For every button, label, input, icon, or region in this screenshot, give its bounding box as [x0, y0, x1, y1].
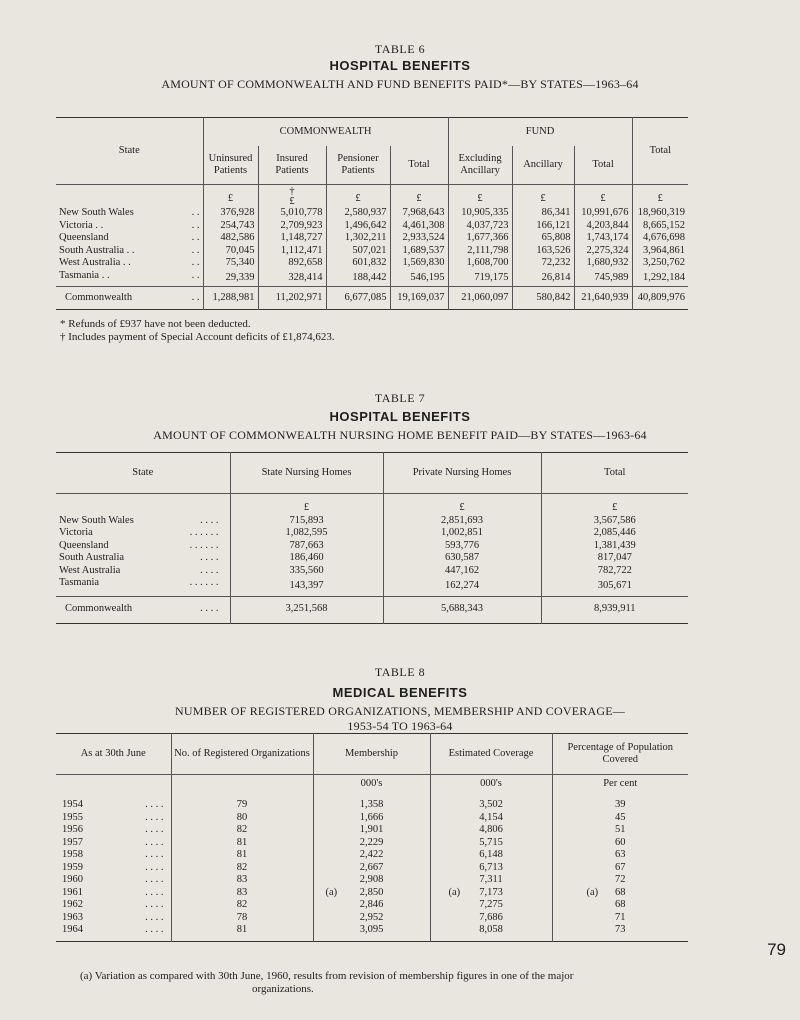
cell: 163,526 [512, 245, 574, 258]
table8-col-membership: Membership [313, 734, 430, 775]
cell: 70,045 [203, 245, 258, 258]
cell: 3,095 [359, 924, 384, 935]
year-label: 1958 [62, 849, 83, 860]
table7-col-state: State [56, 453, 230, 494]
cell: 7,968,643 [390, 207, 448, 220]
cell: 601,832 [326, 257, 390, 270]
unit-symbol: £ [355, 192, 361, 204]
cell: 2,851,693 [383, 515, 541, 528]
cell: 2,111,798 [448, 245, 512, 258]
table7 [56, 452, 688, 624]
cell: 7,173 [479, 886, 503, 898]
table6-sub-excluding-ancillary: Excluding Ancillary [448, 146, 512, 185]
cell: 186,460 [230, 552, 383, 565]
year-label: 1960 [62, 874, 83, 885]
unit-label [171, 775, 313, 794]
cell: 892,658 [258, 257, 326, 270]
cell: 1,608,700 [448, 257, 512, 270]
table6-footnote: † Includes payment of Special Account deficits of £1,874,623. [60, 331, 335, 343]
cell: 335,560 [230, 565, 383, 578]
leader-dots: . . . . [145, 886, 164, 898]
state-name: Tasmania . . [59, 269, 110, 281]
cell: 546,195 [390, 270, 448, 287]
unit-symbol: £ [657, 192, 663, 204]
footnote-marker: (a) [586, 886, 599, 898]
cell: 82 [171, 824, 313, 837]
table7-col-private-nursing: Private Nursing Homes [383, 453, 541, 494]
cell: 1,302,211 [326, 232, 390, 245]
cell: 29,339 [203, 270, 258, 287]
cell: 3,964,861 [643, 244, 686, 256]
table-row [56, 515, 688, 528]
state-name: Tasmania [59, 577, 100, 588]
table8 [56, 733, 688, 942]
leader-dots: . . . . [145, 924, 164, 935]
table-row [56, 565, 688, 578]
cell: 72 [615, 874, 626, 885]
cell: 1,901 [359, 824, 384, 835]
table-row [56, 552, 688, 565]
leader-dots: . . [191, 257, 200, 268]
cell: 2,085,446 [593, 527, 636, 538]
cell: 51 [615, 824, 626, 835]
leader-dots: . . [191, 269, 200, 281]
cell: 8,665,152 [643, 219, 686, 231]
cell: 63 [615, 849, 626, 860]
cell: 5,010,778 [258, 207, 326, 220]
cell: 68 [615, 886, 626, 898]
year-label: 1962 [62, 899, 83, 910]
cell: 8,939,911 [593, 603, 636, 615]
cell: 7,686 [479, 911, 503, 923]
cell: 376,928 [203, 207, 258, 220]
unit-symbol: £ [540, 192, 546, 204]
leader-dots: . . [191, 219, 200, 231]
table-row [56, 824, 688, 837]
leader-dots: . . . . [145, 899, 164, 910]
cell: 1,666 [359, 811, 384, 823]
leader-dots: . . [191, 207, 200, 218]
cell: 6,677,085 [326, 287, 390, 310]
unit-symbol: £ [477, 192, 483, 204]
table8-subtitle: 1953-54 TO 1963-64 [347, 719, 453, 733]
table8-heading: MEDICAL BENEFITS [332, 685, 468, 700]
cell: 83 [171, 887, 313, 900]
year-label: 1959 [62, 861, 83, 873]
cell: 6,713 [479, 861, 503, 873]
cell: 328,414 [258, 270, 326, 287]
cell: 67 [615, 861, 626, 873]
table6-col-state: State [56, 118, 203, 185]
cell: 1,743,174 [574, 232, 632, 245]
table6-sub-uninsured: Uninsured Patients [203, 146, 258, 185]
table6-sub-insured: Insured Patients [258, 146, 326, 185]
leader-dots: . . . . [200, 514, 219, 526]
unit-symbol: £ [600, 192, 606, 204]
leader-dots: . . . . [200, 603, 219, 615]
cell: 82 [171, 899, 313, 912]
cell: 719,175 [448, 270, 512, 287]
cell: 3,251,568 [230, 596, 383, 623]
table8-col-organizations: No. of Registered Organizations [171, 734, 313, 775]
table-row [56, 874, 688, 887]
table-row [56, 849, 688, 862]
table7-col-state-nursing: State Nursing Homes [230, 453, 383, 494]
cell: 188,442 [326, 270, 390, 287]
cell: 782,722 [597, 564, 632, 576]
table-row [56, 257, 688, 270]
footnote-marker: (a) [448, 886, 461, 898]
cell: 2,933,524 [390, 232, 448, 245]
cell: 2,850 [359, 886, 384, 898]
cell: 254,743 [203, 220, 258, 233]
cell: 10,991,676 [574, 207, 632, 220]
cell: 1,496,642 [326, 220, 390, 233]
leader-dots: . . . . . . [189, 577, 219, 588]
unit-symbol: £ [230, 494, 383, 515]
cell: 1,358 [359, 799, 384, 810]
year-label: 1955 [62, 811, 83, 823]
cell: 2,908 [359, 874, 384, 885]
leader-dots: . . [191, 291, 200, 303]
cell: 1,148,727 [258, 232, 326, 245]
cell: 4,806 [479, 824, 503, 835]
cell: 71 [615, 911, 626, 923]
cell: 11,202,971 [258, 287, 326, 310]
year-label: 1954 [62, 799, 83, 810]
cell: 4,203,844 [574, 220, 632, 233]
year-label: 1964 [62, 924, 83, 935]
unit-symbol: £ [612, 502, 618, 513]
unit-symbol: £ [383, 494, 541, 515]
leader-dots: . . . . . . [189, 527, 219, 538]
cell: 1,292,184 [643, 271, 686, 283]
table-row [56, 887, 688, 900]
cell: 2,422 [359, 849, 384, 860]
state-name: Commonwealth [65, 603, 133, 615]
cell: 305,671 [597, 580, 632, 591]
leader-dots: . . . . [145, 836, 164, 848]
cell: 40,809,976 [637, 291, 686, 303]
table-row [56, 924, 688, 937]
cell: 2,580,937 [326, 207, 390, 220]
cell: 162,274 [383, 577, 541, 596]
cell: 3,502 [479, 799, 503, 810]
cell: 7,311 [479, 874, 503, 885]
leader-dots: . . . . [145, 874, 164, 885]
table-row [56, 862, 688, 875]
cell: 81 [171, 837, 313, 850]
unit-symbol: £ [227, 192, 234, 204]
unit-symbol: £ [289, 196, 295, 207]
table6-sub-cw-total: Total [390, 146, 448, 185]
cell: 2,275,324 [574, 245, 632, 258]
year-label: 1963 [62, 911, 83, 923]
table7-subtitle: AMOUNT OF COMMONWEALTH NURSING HOME BENEFIT PAID—BY STATES—1963-64 [153, 428, 647, 442]
table-total-row [56, 596, 688, 623]
table8-col-date: As at 30th June [56, 734, 171, 775]
table7-heading: HOSPITAL BENEFITS [329, 409, 471, 424]
table-row [56, 220, 688, 233]
cell: 630,587 [383, 552, 541, 565]
cell: 19,169,037 [390, 287, 448, 310]
table6-label: TABLE 6 [374, 42, 426, 56]
cell: 73 [615, 924, 626, 935]
cell: 143,397 [230, 577, 383, 596]
table7-col-total: Total [604, 466, 626, 478]
table6-col-total: Total [632, 118, 688, 185]
dagger-mark: † [289, 186, 295, 197]
cell: 81 [171, 924, 313, 937]
table6-sub-fund-total: Total [574, 146, 632, 185]
cell: 18,960,319 [637, 207, 686, 218]
cell: 80 [171, 812, 313, 825]
cell: 5,715 [479, 836, 503, 848]
table-row [56, 899, 688, 912]
table6 [56, 117, 688, 310]
cell: 166,121 [512, 220, 574, 233]
table-row [56, 232, 688, 245]
cell: 21,640,939 [574, 287, 632, 310]
leader-dots: . . . . [145, 799, 164, 810]
table8-footnote: (a) Variation as compared with 30th June, 1960, results from revision of membership figures in one of the major [80, 970, 574, 982]
cell: 1,002,851 [383, 527, 541, 540]
cell: 4,154 [479, 811, 503, 823]
page-number: 79 [767, 940, 786, 959]
table-row [56, 207, 688, 220]
leader-dots: . . . . [200, 552, 219, 563]
cell: 8,058 [479, 924, 503, 935]
cell: 1,677,366 [448, 232, 512, 245]
cell: 26,814 [512, 270, 574, 287]
table6-sub-ancillary: Ancillary [512, 146, 574, 185]
table-row [56, 799, 688, 812]
cell: 1,689,537 [390, 245, 448, 258]
table8-col-percentage: Percentage of Population Covered [567, 741, 674, 765]
cell: 72,232 [512, 257, 574, 270]
cell: 593,776 [383, 540, 541, 553]
cell: 5,688,343 [383, 596, 541, 623]
cell: 2,229 [359, 836, 384, 848]
table6-subtitle: AMOUNT OF COMMONWEALTH AND FUND BENEFITS PAID*—BY STATES—1963–64 [161, 77, 639, 91]
year-label: 1961 [62, 886, 83, 898]
table8-subtitle: NUMBER OF REGISTERED ORGANIZATIONS, MEMBERSHIP AND COVERAGE— [175, 704, 625, 718]
cell: 75,340 [203, 257, 258, 270]
state-name: South Australia . . [59, 244, 135, 256]
cell: 68 [615, 899, 626, 910]
cell: 65,808 [512, 232, 574, 245]
unit-label: Per cent [603, 777, 638, 789]
table6-sub-pensioner: Pensioner Patients [326, 146, 390, 185]
cell: 21,060,097 [448, 287, 512, 310]
table-row [56, 577, 688, 596]
cell: 6,148 [479, 849, 503, 860]
cell: 715,893 [230, 515, 383, 528]
table-row [56, 837, 688, 850]
table6-heading: HOSPITAL BENEFITS [329, 58, 471, 73]
cell: 1,288,981 [203, 287, 258, 310]
cell: 1,569,830 [390, 257, 448, 270]
cell: 81 [171, 849, 313, 862]
cell: 745,989 [574, 270, 632, 287]
cell: 817,047 [597, 552, 632, 563]
cell: 7,275 [479, 899, 503, 910]
table-total-row [56, 287, 688, 310]
leader-dots: . . . . [145, 849, 164, 860]
cell: 82 [171, 862, 313, 875]
year-label: 1956 [62, 824, 83, 835]
table-row [56, 245, 688, 258]
state-name: West Australia [59, 564, 121, 576]
leader-dots: . . . . [145, 811, 164, 823]
table8-col-coverage: Estimated Coverage [430, 734, 552, 775]
cell: 3,250,762 [643, 257, 686, 268]
table-row [56, 540, 688, 553]
cell: 45 [615, 811, 626, 823]
unit-label: 000's [430, 775, 552, 794]
footnote-marker: (a) [325, 886, 338, 898]
state-name: Victoria [59, 527, 93, 538]
table-row [56, 527, 688, 540]
table6-group-fund: FUND [448, 118, 632, 147]
cell: 1,680,932 [574, 257, 632, 270]
year-label: 1957 [62, 836, 83, 848]
state-name: Victoria . . [59, 219, 104, 231]
cell: 39 [615, 799, 626, 810]
state-name: Queensland [59, 232, 109, 243]
unit-label: 000's [313, 775, 430, 794]
cell: 2,846 [359, 899, 384, 910]
leader-dots: . . [191, 244, 200, 256]
cell: 83 [171, 874, 313, 887]
cell: 507,021 [326, 245, 390, 258]
table8-label: TABLE 8 [374, 665, 426, 679]
state-name: Queensland [59, 539, 109, 551]
leader-dots: . . . . [145, 911, 164, 923]
cell: 2,709,923 [258, 220, 326, 233]
leader-dots: . . . . [145, 824, 164, 835]
table8-body [56, 799, 688, 937]
table8-footnote: organizations. [252, 983, 314, 995]
cell: 580,842 [512, 287, 574, 310]
cell: 2,952 [359, 911, 384, 923]
table7-label: TABLE 7 [374, 391, 426, 405]
state-name: South Australia [59, 552, 125, 563]
leader-dots: . . [191, 232, 200, 243]
cell: 79 [171, 799, 313, 812]
cell: 4,461,308 [390, 220, 448, 233]
leader-dots: . . . . [145, 861, 164, 873]
unit-symbol: £ [416, 192, 422, 204]
cell: 447,162 [383, 565, 541, 578]
state-name: New South Wales [59, 514, 134, 526]
cell: 1,112,471 [258, 245, 326, 258]
leader-dots: . . . . [200, 564, 219, 576]
cell: 3,567,586 [593, 514, 636, 526]
table6-footnote: * Refunds of £937 have not been deducted. [60, 318, 251, 330]
cell: 4,037,723 [448, 220, 512, 233]
table-row [56, 270, 688, 287]
cell: 1,381,439 [593, 539, 636, 551]
cell: 787,663 [230, 540, 383, 553]
cell: 4,676,698 [643, 232, 686, 243]
state-name: New South Wales [59, 207, 134, 218]
leader-dots: . . . . . . [189, 539, 219, 551]
cell: 10,905,335 [448, 207, 512, 220]
cell: 86,341 [512, 207, 574, 220]
table-row [56, 912, 688, 925]
table-row [56, 812, 688, 825]
state-name: Commonwealth [65, 291, 133, 303]
cell: 78 [171, 912, 313, 925]
cell: 2,667 [359, 861, 384, 873]
cell: 482,586 [203, 232, 258, 245]
table6-group-commonwealth: COMMONWEALTH [203, 118, 448, 147]
state-name: West Australia . . [59, 257, 131, 268]
cell: 1,082,595 [230, 527, 383, 540]
cell: 60 [615, 836, 626, 848]
